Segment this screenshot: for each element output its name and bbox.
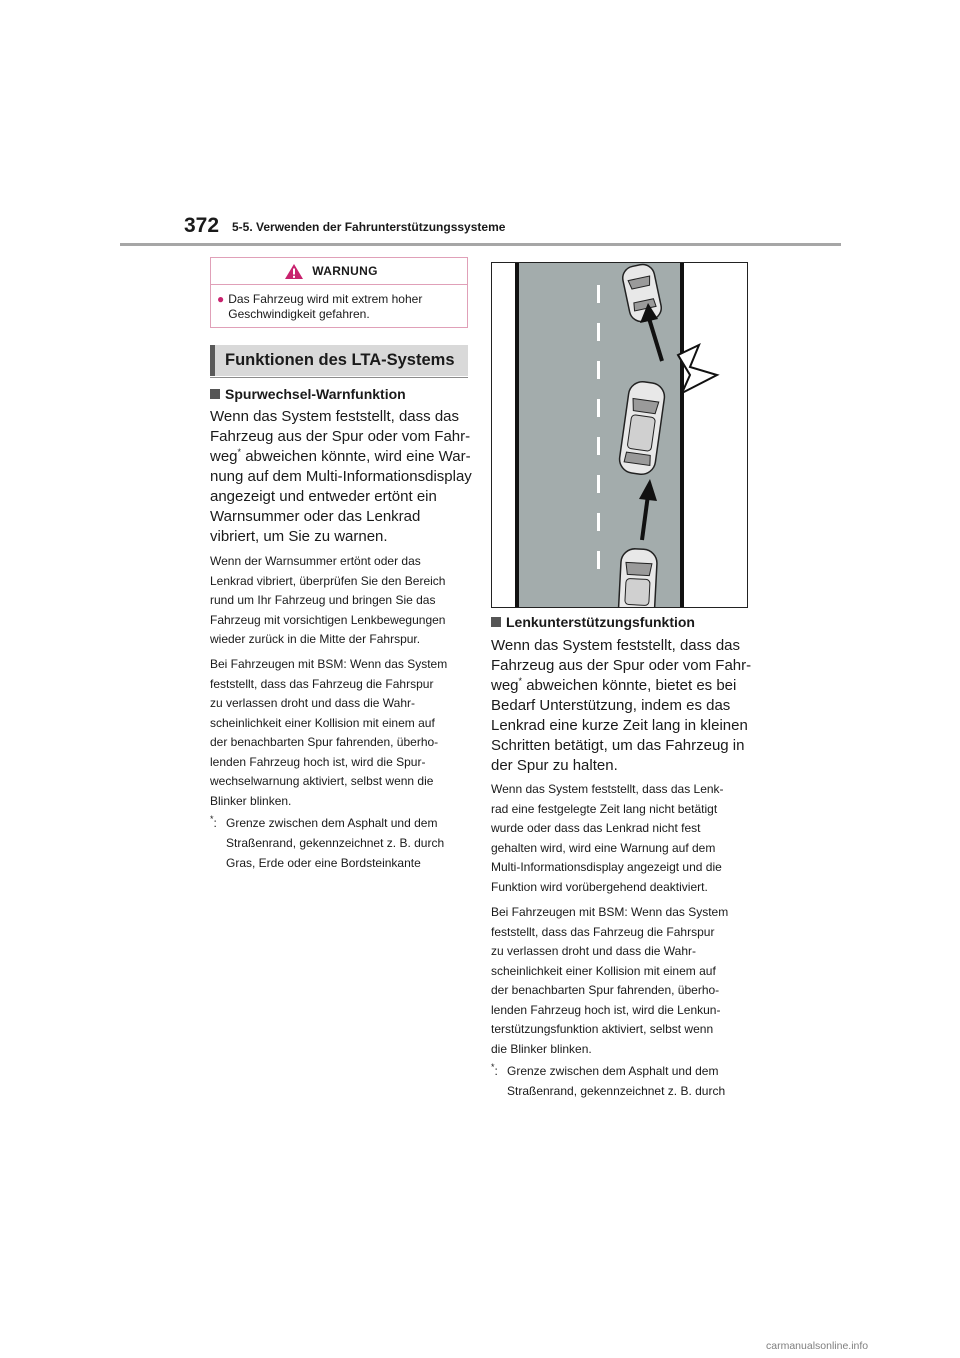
warning-triangle-icon	[284, 263, 304, 280]
spurwechsel-footnote	[210, 813, 444, 873]
bullet-dot-icon: ●	[217, 292, 225, 306]
lenkunterstuetzung-paragraph-2: Bei Fahrzeugen mit BSM: Wenn das System feststellt, dass das Fahrzeug die Fahrspur zu verlassen droht und dass die Wahr- scheinlichkeit einer Kollision mit einem auf der benachbarten Spur fahrenden, überho- lenden Fahrzeug hoch ist, wird die Lenkun- terstützungsfunktion aktiviert, selbst wenn die Blinker blinken.	[491, 905, 729, 1056]
section-heading-lta: Funktionen des LTA-Systems	[210, 345, 468, 376]
subheading-lenkunterstuetzung-label: Lenkunterstützungsfunktion	[506, 614, 695, 630]
warning-text-line: Geschwindigkeit gefahren.	[228, 307, 370, 321]
road-diagram	[492, 263, 748, 608]
footnote-marker	[491, 1061, 507, 1101]
footnote-asterisk: *	[210, 814, 214, 824]
footnote-ref: *	[518, 676, 523, 686]
warning-item	[211, 285, 467, 322]
section-heading-rule	[210, 377, 468, 378]
left-lane-edge	[515, 263, 519, 608]
watermark: carmanualsonline.info	[766, 1340, 869, 1352]
footnote-text: Grenze zwischen dem Asphalt und dem Straßenrand, gekennzeichnet z. B. durch Gras, Erde oder eine Bordsteinkante	[226, 816, 445, 870]
square-bullet-icon	[491, 617, 501, 627]
warning-title: WARNUNG	[312, 264, 378, 278]
spurwechsel-intro-part1: Wenn das System feststellt, dass das Fahrzeug aus der Spur oder vom Fahr- weg	[210, 408, 471, 465]
footnote-marker	[210, 813, 226, 873]
lenk-intro-part2: abweichen könnte, bietet es bei Bedarf Unterstützung, indem es das Lenkrad eine kurze Zeit lang in kleinen Schritten betätigt, um das Fahrzeug in der Spur zu halten.	[491, 677, 748, 774]
warning-box	[210, 257, 468, 328]
footnote-text: Grenze zwischen dem Asphalt und dem Straßenrand, gekennzeichnet z. B. durch	[507, 1064, 726, 1098]
subheading-spurwechsel	[210, 386, 406, 402]
lenkunterstuetzung-intro	[491, 636, 751, 776]
warning-text	[228, 292, 422, 322]
footnote-ref: *	[237, 447, 242, 457]
page-number: 372	[184, 214, 220, 237]
spurwechsel-intro-part2: abweichen könnte, wird eine War- nung auf dem Multi-Informationsdisplay angezeigt und entweder ertönt ein Warnsummer oder das Lenkrad vibriert, um Sie zu warnen.	[210, 448, 472, 545]
warning-header	[211, 258, 467, 285]
subheading-lenkunterstuetzung	[491, 614, 695, 630]
spurwechsel-intro	[210, 407, 472, 547]
right-lane-edge	[680, 263, 684, 608]
footnote-colon: :	[213, 816, 217, 830]
lenkunterstuetzung-paragraph-1: Wenn das System feststellt, dass das Lenk- rad eine festgelegte Zeit lang nicht betätigt wurde oder dass das Lenkrad nicht fest gehalten wird, wird eine Warnung auf dem Multi-Informationsdisplay angezeigt und die Funktion wird vorübergehend deaktiviert.	[491, 782, 724, 894]
square-bullet-icon	[210, 389, 220, 399]
car-bottom-icon	[618, 548, 658, 608]
section-breadcrumb: 5-5. Verwenden der Fahrunterstützungssysteme	[232, 220, 506, 234]
footnote-colon: :	[494, 1064, 498, 1078]
header-divider	[120, 243, 841, 246]
subheading-spurwechsel-label: Spurwechsel-Warnfunktion	[225, 386, 406, 402]
lane-change-illustration	[491, 262, 748, 608]
spurwechsel-paragraph-1: Wenn der Warnsummer ertönt oder das Lenkrad vibriert, überprüfen Sie den Bereich rund um Ihr Fahrzeug und bringen Sie das Fahrzeug mit vorsichtigen Lenkbewegungen wieder zurück in die Mitte der Fahrspur.	[210, 554, 446, 646]
lenkunterstuetzung-footnote	[491, 1061, 725, 1101]
spurwechsel-paragraph-2: Bei Fahrzeugen mit BSM: Wenn das System feststellt, dass das Fahrzeug die Fahrspur zu verlassen droht und dass die Wahr- scheinlichkeit einer Kollision mit einem auf der benachbarten Spur fahrenden, überho- lenden Fahrzeug hoch ist, wird die Spur- wechselwarnung aktiviert, selbst wenn die Blinker blinken.	[210, 657, 448, 808]
footnote-asterisk: *	[491, 1062, 495, 1072]
lenk-intro-part1: Wenn das System feststellt, dass das Fahrzeug aus der Spur oder vom Fahr- weg	[491, 637, 752, 694]
warning-text-line: Das Fahrzeug wird mit extrem hoher	[228, 292, 423, 306]
